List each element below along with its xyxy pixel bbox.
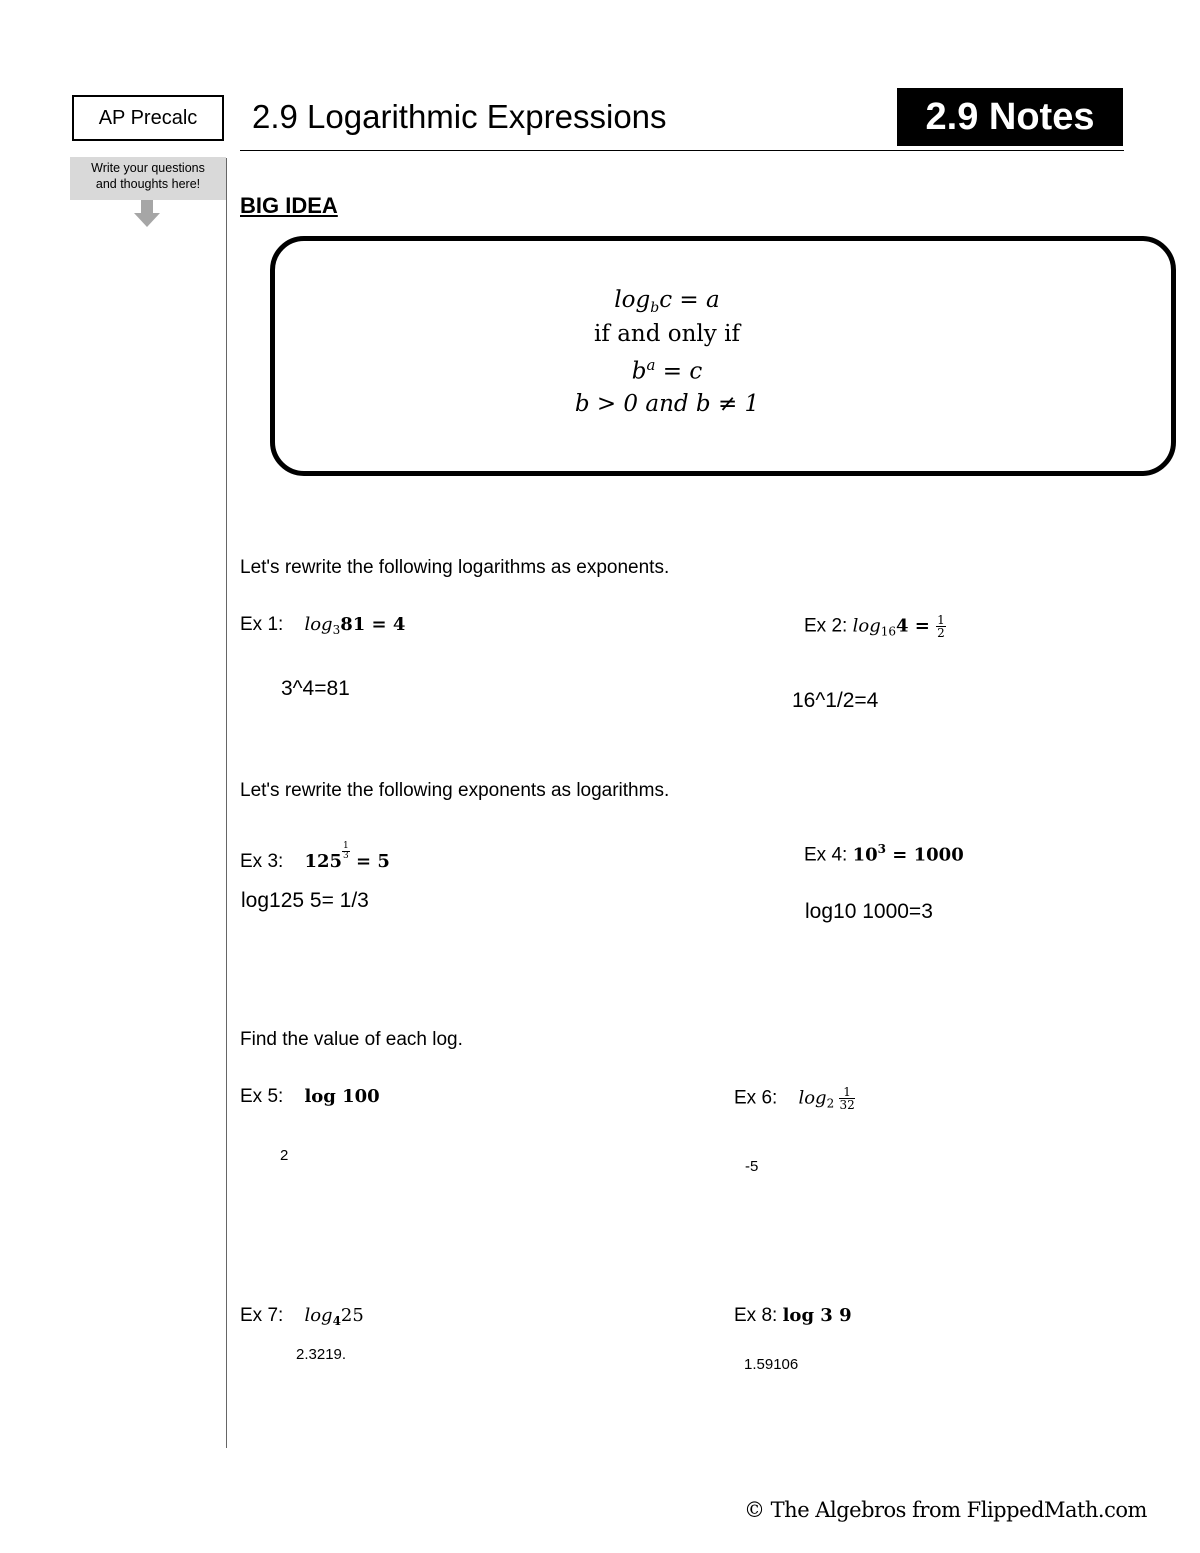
- ex2-answer: 16^1/2=4: [792, 689, 879, 712]
- definition-line-2: if and only if: [594, 321, 740, 347]
- def3-exp: a: [646, 356, 656, 374]
- margin-note-line2: and thoughts here!: [95, 177, 201, 191]
- page-title: 2.9 Logarithmic Expressions: [252, 98, 667, 135]
- example-5: [240, 1086, 380, 1108]
- ex8-expr: log 3 9: [782, 1305, 852, 1326]
- ex5-answer: 2: [280, 1147, 289, 1164]
- ex3-label: Ex 3:: [240, 851, 284, 872]
- ex3-base: 125: [304, 851, 343, 872]
- def3-rest: = c: [655, 358, 703, 385]
- ex2-num: 1: [937, 613, 945, 627]
- ex2-fraction: [936, 614, 946, 639]
- ex2-rest: 4 =: [896, 615, 937, 637]
- ex7-answer: 2.3219.: [296, 1346, 347, 1363]
- notes-badge: 2.9 Notes: [897, 88, 1123, 146]
- ex6-answer: -5: [745, 1158, 759, 1175]
- ex6-fraction: [839, 1086, 854, 1111]
- ex1-log: log: [304, 614, 333, 635]
- ex7-label: Ex 7:: [240, 1305, 284, 1326]
- ex6-num: 1: [839, 1086, 854, 1099]
- example-6: [734, 1086, 855, 1111]
- ex5-expr: log 100: [304, 1086, 380, 1107]
- ex3-num: 1: [343, 841, 349, 851]
- definition-line-1: [270, 287, 1064, 316]
- margin-note-tab: [70, 157, 226, 200]
- example-8: [734, 1305, 852, 1327]
- margin-note-line1: Write your questions: [91, 161, 205, 175]
- ex1-base: 3: [332, 623, 341, 637]
- ex8-answer: 1.59106: [744, 1356, 799, 1373]
- margin-line: [226, 158, 227, 1448]
- ex7-rest: 25: [340, 1305, 364, 1326]
- ex4-label: Ex 4:: [804, 844, 848, 866]
- def3-base: b: [631, 358, 647, 385]
- footer-copyright: © The Algebros from FlippedMath.com: [744, 1498, 1147, 1522]
- ex8-label: Ex 8:: [734, 1305, 778, 1326]
- ex5-label: Ex 5:: [240, 1086, 284, 1107]
- ex2-base: 16: [880, 624, 896, 639]
- ex1-answer: 3^4=81: [281, 677, 350, 700]
- instruction-logs-to-exponents: Let's rewrite the following logarithms as exponents.: [240, 557, 670, 578]
- def-base: b: [650, 300, 660, 316]
- example-1: [240, 614, 405, 637]
- ex3-exponent: [342, 842, 350, 861]
- ex7-log: log: [304, 1305, 333, 1326]
- ex3-answer: log125 5= 1/3: [241, 889, 369, 912]
- title-divider: [240, 150, 1124, 151]
- ex6-log: log: [798, 1087, 827, 1109]
- ex6-base: 2: [826, 1096, 835, 1111]
- down-arrow-icon: [132, 200, 162, 228]
- course-label: AP Precalc: [72, 95, 224, 141]
- ex2-label: Ex 2:: [804, 615, 848, 637]
- ex2-log: log: [852, 615, 881, 637]
- ex6-den: 32: [839, 1098, 855, 1112]
- ex3-rest: = 5: [349, 851, 390, 872]
- example-7: [240, 1305, 364, 1328]
- instruction-exponents-to-logs: Let's rewrite the following exponents as logarithms.: [240, 780, 670, 801]
- def-log: log: [614, 287, 651, 313]
- ex1-label: Ex 1:: [240, 614, 284, 635]
- ex4-exp: 3: [877, 842, 887, 856]
- ex1-rest: 81 = 4: [340, 614, 406, 635]
- example-3: [240, 842, 390, 873]
- ex4-base: 10: [852, 844, 878, 866]
- def-rest: c = a: [659, 287, 720, 313]
- ex6-label: Ex 6:: [734, 1087, 778, 1109]
- ex7-base: 4: [332, 1314, 341, 1328]
- ex2-den: 2: [937, 626, 945, 640]
- instruction-find-value: Find the value of each log.: [240, 1029, 463, 1050]
- ex4-rest: = 1000: [886, 844, 964, 866]
- example-2: [804, 614, 946, 639]
- ex3-den: 3: [343, 851, 349, 861]
- example-4: [804, 842, 964, 866]
- definition-line-3: [270, 356, 1064, 385]
- definition-line-4: b > 0 and b ≠ 1: [574, 391, 760, 417]
- ex4-answer: log10 1000=3: [805, 900, 933, 923]
- big-idea-heading: BIG IDEA: [240, 193, 338, 218]
